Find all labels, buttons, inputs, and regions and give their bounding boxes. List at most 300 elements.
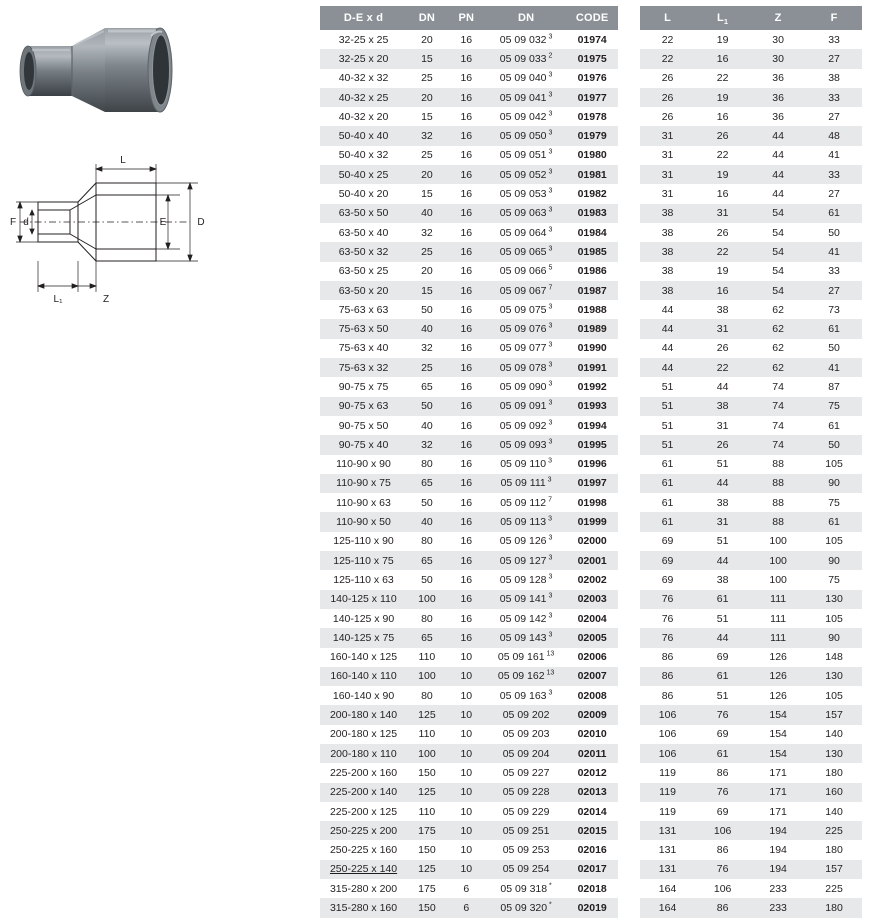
cell-reference: 05 09 228 [486, 783, 567, 802]
cell-code: 01981 [566, 165, 618, 184]
product-photo [10, 10, 195, 140]
cell-pn: 16 [447, 339, 486, 358]
cell-dexd: 250-225 x 200 [320, 821, 407, 840]
cell-pn: 16 [447, 69, 486, 88]
cell-code: 01995 [566, 435, 618, 454]
cell-dexd: 90-75 x 50 [320, 416, 407, 435]
cell-l: 44 [640, 300, 695, 319]
cell-l: 31 [640, 165, 695, 184]
cell-f: 140 [806, 802, 862, 821]
cell-z: 44 [750, 146, 806, 165]
table-row [320, 223, 618, 242]
cell-l: 38 [640, 204, 695, 223]
table-row [640, 223, 862, 242]
cell-pn: 16 [447, 377, 486, 396]
cell-code: 01992 [566, 377, 618, 396]
cell-dexd: 63-50 x 25 [320, 262, 407, 281]
cell-reference: 05 09 143 $^3$ [486, 628, 567, 647]
cell-l: 76 [640, 628, 695, 647]
cell-z: 62 [750, 339, 806, 358]
cell-z: 88 [750, 512, 806, 531]
table-row [320, 88, 618, 107]
cell-code: 02017 [566, 860, 618, 879]
cell-f: 75 [806, 570, 862, 589]
cell-dn: 110 [407, 648, 447, 667]
cell-code: 01993 [566, 397, 618, 416]
cell-reference: 05 09 092 $^3$ [486, 416, 567, 435]
cell-dexd: 200-180 x 140 [320, 705, 407, 724]
cell-z: 154 [750, 705, 806, 724]
cell-f: 50 [806, 223, 862, 242]
col-header-l: L [640, 6, 695, 30]
table-row [640, 435, 862, 454]
cell-l1: 69 [695, 802, 750, 821]
cell-l1: 61 [695, 590, 750, 609]
dim-label-F: F [9, 217, 17, 228]
table-row [640, 397, 862, 416]
cell-l1: 44 [695, 628, 750, 647]
cell-pn: 16 [447, 455, 486, 474]
cell-z: 54 [750, 242, 806, 261]
cell-f: 140 [806, 725, 862, 744]
cell-reference: 05 09 253 [486, 840, 567, 859]
cell-l1: 22 [695, 242, 750, 261]
table-row [320, 783, 618, 802]
cell-reference: 05 09 126 $^3$ [486, 532, 567, 551]
cell-dexd: 160-140 x 90 [320, 686, 407, 705]
cell-l: 61 [640, 474, 695, 493]
cell-f: 105 [806, 532, 862, 551]
table-row [320, 204, 618, 223]
cell-reference: 05 09 041 $^3$ [486, 88, 567, 107]
cell-dexd: 315-280 x 200 [320, 879, 407, 898]
cell-dexd: 90-75 x 75 [320, 377, 407, 396]
cell-l1: 69 [695, 725, 750, 744]
cell-z: 171 [750, 802, 806, 821]
cell-dexd: 250-225 x 160 [320, 840, 407, 859]
cell-l1: 69 [695, 648, 750, 667]
cell-l: 76 [640, 590, 695, 609]
cell-z: 111 [750, 590, 806, 609]
cell-z: 44 [750, 165, 806, 184]
table-row [320, 667, 618, 686]
cell-pn: 16 [447, 223, 486, 242]
cell-z: 194 [750, 860, 806, 879]
cell-dn: 80 [407, 609, 447, 628]
cell-z: 100 [750, 570, 806, 589]
cell-dn: 80 [407, 686, 447, 705]
cell-z: 126 [750, 648, 806, 667]
table-row [640, 898, 862, 917]
table-row [640, 262, 862, 281]
cell-pn: 16 [447, 300, 486, 319]
cell-code: 01982 [566, 184, 618, 203]
table-row [320, 686, 618, 705]
table-row [320, 840, 618, 859]
cell-reference: 05 09 162 $^{13}$ [486, 667, 567, 686]
cell-dexd: 90-75 x 40 [320, 435, 407, 454]
cell-code: 02006 [566, 648, 618, 667]
cell-l: 86 [640, 648, 695, 667]
cell-f: 27 [806, 184, 862, 203]
cell-z: 44 [750, 184, 806, 203]
cell-z: 62 [750, 358, 806, 377]
cell-l1: 19 [695, 30, 750, 49]
table-row [640, 802, 862, 821]
cell-pn: 10 [447, 802, 486, 821]
cell-z: 62 [750, 319, 806, 338]
dim-label-Z: Z [102, 294, 110, 305]
cell-dn: 32 [407, 339, 447, 358]
cell-z: 100 [750, 532, 806, 551]
cell-dn: 125 [407, 860, 447, 879]
cell-code: 02001 [566, 551, 618, 570]
cell-code: 01997 [566, 474, 618, 493]
cell-dn: 25 [407, 242, 447, 261]
cell-code: 01979 [566, 126, 618, 145]
col-header-l1: $L_1$ [695, 6, 750, 30]
cell-l: 86 [640, 686, 695, 705]
cell-dn: 50 [407, 493, 447, 512]
illustration-column [0, 0, 320, 814]
cell-reference: 05 09 111 $^3$ [486, 474, 567, 493]
cell-code: 01988 [566, 300, 618, 319]
cell-code: 01974 [566, 30, 618, 49]
cell-l1: 26 [695, 223, 750, 242]
cell-dexd: 75-63 x 50 [320, 319, 407, 338]
cell-z: 126 [750, 667, 806, 686]
table-row [320, 397, 618, 416]
cell-code: 01994 [566, 416, 618, 435]
cell-dn: 125 [407, 705, 447, 724]
cell-code: 02012 [566, 763, 618, 782]
cell-dexd: 200-180 x 110 [320, 744, 407, 763]
table-row [320, 744, 618, 763]
cell-z: 88 [750, 493, 806, 512]
cell-f: 130 [806, 667, 862, 686]
cell-code: 02002 [566, 570, 618, 589]
table-row [640, 474, 862, 493]
table-row [640, 590, 862, 609]
cell-dn: 175 [407, 879, 447, 898]
cell-l1: 22 [695, 358, 750, 377]
cell-dexd: 225-200 x 160 [320, 763, 407, 782]
cell-f: 38 [806, 69, 862, 88]
col-header-dn2: DN [486, 6, 567, 30]
table-row [640, 648, 862, 667]
cell-l: 51 [640, 416, 695, 435]
table-row [320, 281, 618, 300]
cell-z: 44 [750, 126, 806, 145]
table-row [640, 609, 862, 628]
cell-reference: 05 09 033 $^2$ [486, 49, 567, 68]
table-row [320, 319, 618, 338]
cell-l: 119 [640, 802, 695, 821]
cell-dexd: 75-63 x 32 [320, 358, 407, 377]
table-row [320, 609, 618, 628]
cell-z: 88 [750, 455, 806, 474]
cell-code: 02000 [566, 532, 618, 551]
table-row [640, 821, 862, 840]
table-row [320, 300, 618, 319]
cell-z: 30 [750, 49, 806, 68]
cell-z: 54 [750, 281, 806, 300]
cell-dn: 15 [407, 49, 447, 68]
cell-z: 74 [750, 377, 806, 396]
cell-dn: 15 [407, 107, 447, 126]
cell-l1: 26 [695, 435, 750, 454]
cell-reference: 05 09 090 $^3$ [486, 377, 567, 396]
cell-l: 44 [640, 319, 695, 338]
table-row [640, 165, 862, 184]
cell-f: 41 [806, 358, 862, 377]
cell-dexd: 140-125 x 75 [320, 628, 407, 647]
cell-code: 01987 [566, 281, 618, 300]
table-row [640, 281, 862, 300]
cell-code: 01984 [566, 223, 618, 242]
cell-reference: 05 09 032 $^3$ [486, 30, 567, 49]
cell-dexd: 40-32 x 25 [320, 88, 407, 107]
cell-pn: 16 [447, 107, 486, 126]
cell-code: 01983 [566, 204, 618, 223]
cell-l: 38 [640, 262, 695, 281]
cell-dexd: 50-40 x 20 [320, 184, 407, 203]
cell-l1: 16 [695, 49, 750, 68]
cell-l: 44 [640, 339, 695, 358]
cell-reference: 05 09 077 $^3$ [486, 339, 567, 358]
cell-dn: 175 [407, 821, 447, 840]
cell-dexd: 200-180 x 125 [320, 725, 407, 744]
cell-f: 73 [806, 300, 862, 319]
cell-f: 75 [806, 397, 862, 416]
cell-pn: 16 [447, 204, 486, 223]
table-row [640, 763, 862, 782]
cell-code: 02016 [566, 840, 618, 859]
cell-z: 233 [750, 898, 806, 917]
cell-reference: 05 09 040 $^3$ [486, 69, 567, 88]
cell-z: 111 [750, 628, 806, 647]
cell-pn: 10 [447, 648, 486, 667]
cell-pn: 10 [447, 783, 486, 802]
cell-f: 33 [806, 262, 862, 281]
cell-pn: 10 [447, 667, 486, 686]
cell-f: 61 [806, 319, 862, 338]
cell-pn: 10 [447, 744, 486, 763]
table-row [640, 783, 862, 802]
cell-z: 74 [750, 397, 806, 416]
cell-z: 233 [750, 879, 806, 898]
cell-l1: 16 [695, 281, 750, 300]
cell-l1: 22 [695, 69, 750, 88]
table-row [640, 416, 862, 435]
cell-f: 75 [806, 493, 862, 512]
cell-z: 54 [750, 204, 806, 223]
cell-pn: 10 [447, 821, 486, 840]
cell-f: 105 [806, 455, 862, 474]
cell-z: 171 [750, 783, 806, 802]
cell-z: 30 [750, 30, 806, 49]
cell-l1: 19 [695, 88, 750, 107]
cell-dn: 100 [407, 744, 447, 763]
cell-l1: 38 [695, 300, 750, 319]
table-row [640, 512, 862, 531]
cell-code: 02009 [566, 705, 618, 724]
table-row [640, 319, 862, 338]
cell-z: 54 [750, 262, 806, 281]
cell-f: 41 [806, 242, 862, 261]
table-row [320, 377, 618, 396]
cell-dn: 65 [407, 551, 447, 570]
cell-dexd: 75-63 x 40 [320, 339, 407, 358]
cell-dexd: 32-25 x 25 [320, 30, 407, 49]
cell-dexd: 110-90 x 75 [320, 474, 407, 493]
cell-reference: 05 09 318 * [486, 879, 567, 898]
cell-code: 02004 [566, 609, 618, 628]
cell-reference: 05 09 042 $^3$ [486, 107, 567, 126]
cell-dn: 65 [407, 377, 447, 396]
cell-l: 26 [640, 107, 695, 126]
cell-reference: 05 09 251 [486, 821, 567, 840]
cell-dn: 20 [407, 30, 447, 49]
cell-pn: 16 [447, 242, 486, 261]
cell-l1: 51 [695, 455, 750, 474]
cell-dn: 20 [407, 165, 447, 184]
cell-l1: 86 [695, 763, 750, 782]
table-row [640, 725, 862, 744]
cell-z: 111 [750, 609, 806, 628]
cell-reference: 05 09 075 $^3$ [486, 300, 567, 319]
table-row [640, 146, 862, 165]
cell-pn: 16 [447, 551, 486, 570]
cell-l: 131 [640, 840, 695, 859]
cell-l: 51 [640, 377, 695, 396]
table-row [320, 821, 618, 840]
dim-label-D: D [197, 217, 205, 228]
cell-dexd: 90-75 x 63 [320, 397, 407, 416]
cell-dn: 150 [407, 840, 447, 859]
table-row [640, 30, 862, 49]
table-row [320, 107, 618, 126]
cell-code: 02014 [566, 802, 618, 821]
cell-reference: 05 09 110 $^3$ [486, 455, 567, 474]
cell-dn: 80 [407, 532, 447, 551]
table-row [320, 262, 618, 281]
cell-reference: 05 09 091 $^3$ [486, 397, 567, 416]
cell-f: 130 [806, 590, 862, 609]
cell-dn: 32 [407, 223, 447, 242]
cell-l: 106 [640, 744, 695, 763]
cell-dn: 65 [407, 628, 447, 647]
cell-pn: 16 [447, 126, 486, 145]
table-row [640, 532, 862, 551]
cell-f: 225 [806, 821, 862, 840]
cell-reference: 05 09 141 $^3$ [486, 590, 567, 609]
cell-code: 01998 [566, 493, 618, 512]
cell-reference: 05 09 128 $^3$ [486, 570, 567, 589]
table-header-row-right [640, 6, 862, 30]
cell-pn: 10 [447, 840, 486, 859]
cell-dexd: 63-50 x 20 [320, 281, 407, 300]
cell-dn: 32 [407, 126, 447, 145]
cell-dexd: 140-125 x 110 [320, 590, 407, 609]
cell-z: 74 [750, 416, 806, 435]
cell-reference: 05 09 078 $^3$ [486, 358, 567, 377]
cell-l1: 16 [695, 184, 750, 203]
table-row [320, 455, 618, 474]
cell-l: 164 [640, 879, 695, 898]
cell-dexd: 40-32 x 32 [320, 69, 407, 88]
col-header-dn: DN [407, 6, 447, 30]
cell-reference: 05 09 202 [486, 705, 567, 724]
cell-l1: 76 [695, 705, 750, 724]
cell-code: 02007 [566, 667, 618, 686]
cell-code: 02005 [566, 628, 618, 647]
cell-reference: 05 09 066 $^5$ [486, 262, 567, 281]
cell-pn: 16 [447, 146, 486, 165]
cell-reference: 05 09 053 $^3$ [486, 184, 567, 203]
cell-z: 154 [750, 725, 806, 744]
cell-l: 131 [640, 860, 695, 879]
cell-dn: 15 [407, 184, 447, 203]
cell-code: 01991 [566, 358, 618, 377]
cell-z: 154 [750, 744, 806, 763]
cell-l: 61 [640, 493, 695, 512]
table-row [640, 879, 862, 898]
table-row [320, 570, 618, 589]
cell-f: 90 [806, 474, 862, 493]
cell-pn: 16 [447, 49, 486, 68]
table-row [640, 667, 862, 686]
cell-l1: 31 [695, 319, 750, 338]
cell-l1: 26 [695, 126, 750, 145]
cell-pn: 10 [447, 763, 486, 782]
cell-dexd: 75-63 x 63 [320, 300, 407, 319]
cell-l: 106 [640, 705, 695, 724]
table-row [640, 107, 862, 126]
table-row [320, 165, 618, 184]
cell-code: 02008 [566, 686, 618, 705]
cell-pn: 16 [447, 184, 486, 203]
cell-l1: 19 [695, 262, 750, 281]
cell-dn: 150 [407, 898, 447, 917]
table-row [320, 898, 618, 917]
table-row [640, 242, 862, 261]
cell-l1: 44 [695, 377, 750, 396]
table-row [320, 763, 618, 782]
table-body-right [640, 30, 862, 918]
table-row [320, 416, 618, 435]
cell-code: 01999 [566, 512, 618, 531]
cell-f: 160 [806, 783, 862, 802]
cell-l: 51 [640, 435, 695, 454]
cell-l1: 38 [695, 397, 750, 416]
cell-z: 62 [750, 300, 806, 319]
cell-l: 38 [640, 281, 695, 300]
table-row [640, 570, 862, 589]
cell-dexd: 125-110 x 63 [320, 570, 407, 589]
cell-z: 171 [750, 763, 806, 782]
cell-pn: 10 [447, 725, 486, 744]
cell-f: 41 [806, 146, 862, 165]
cell-reference: 05 09 161 $^{13}$ [486, 648, 567, 667]
cell-pn: 16 [447, 435, 486, 454]
cell-l1: 51 [695, 532, 750, 551]
dim-label-L-top: L [120, 155, 126, 166]
cell-l: 119 [640, 783, 695, 802]
cell-pn: 16 [447, 319, 486, 338]
cell-l: 131 [640, 821, 695, 840]
cell-dn: 50 [407, 300, 447, 319]
